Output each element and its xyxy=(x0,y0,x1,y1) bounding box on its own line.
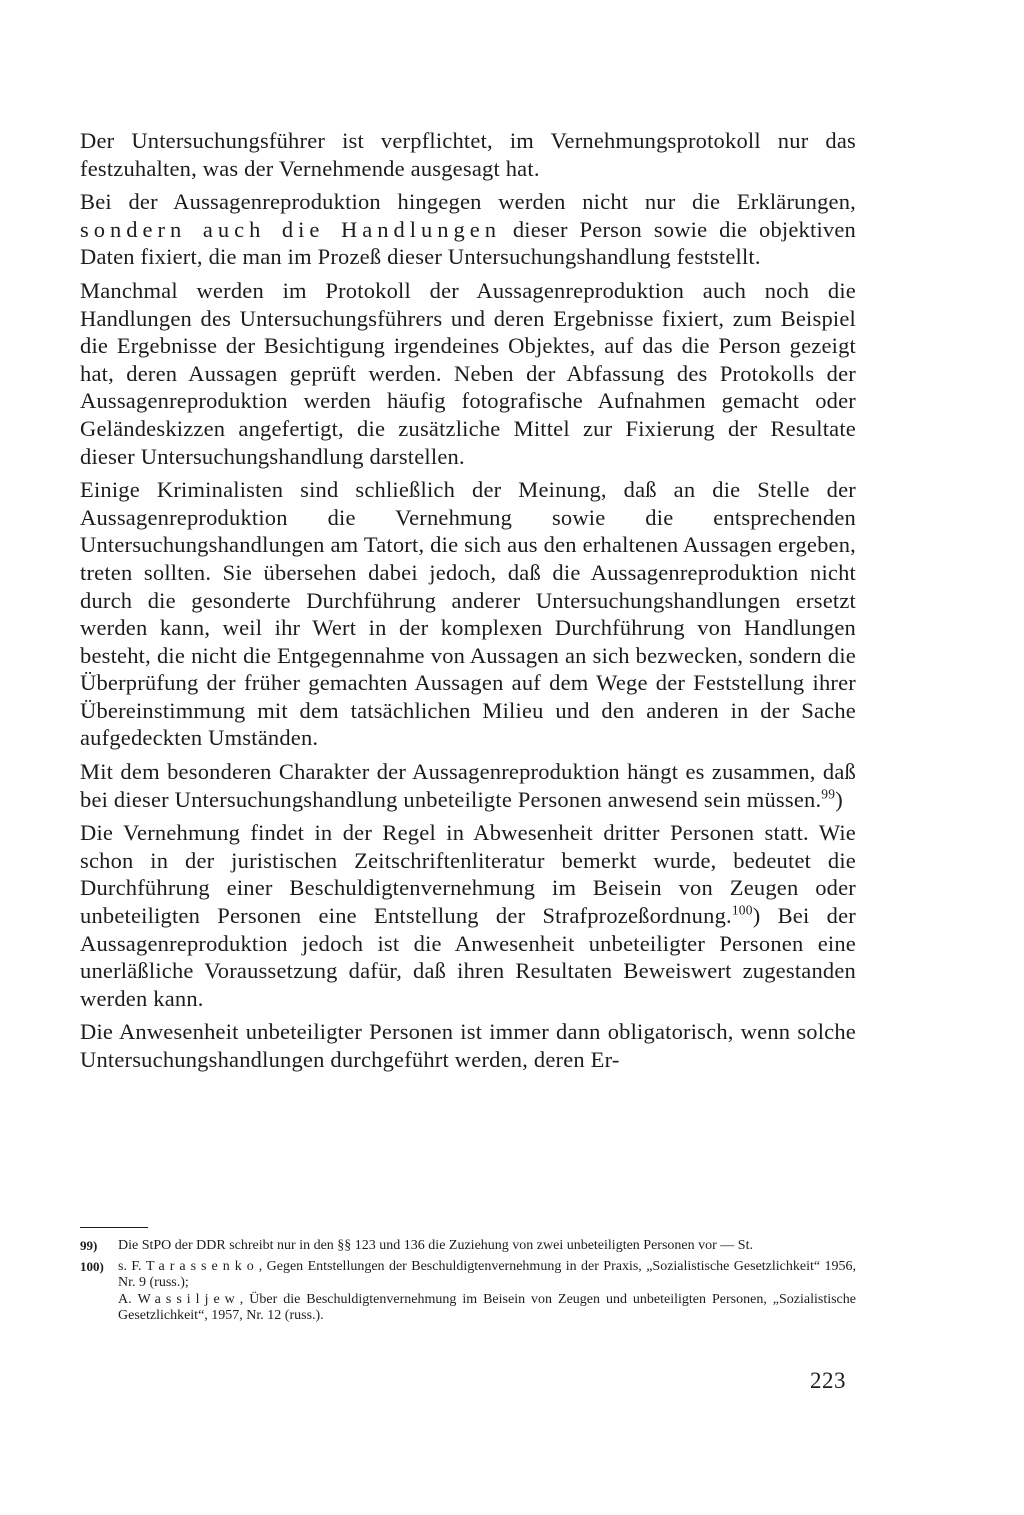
text-segment: Einige Kriminalisten sind schließlich der Meinung, daß an die Stelle der Aussagenreproduktion die Vernehmung sowie die entsprechenden Untersuchungshandlungen am Tatort, die sich aus den erhaltenen Aussagen ergeben, treten sollten. Sie übersehen dabei jedoch, daß die Aussagenreproduktion nicht durch die gesonderte Durchführung anderer Untersuchungshandlungen ersetzt werden kann, weil ihr Wert in der komplexen Durchführung von Handlungen besteht, die nicht die Entgegennahme von Aussagen an sich bezwecken, sondern die Überprüfung der früher gemachten Aussagen auf dem Wege der Feststellung ihrer Übereinstimmung mit dem tatsächlichen Milieu und den anderen in der Sache aufgedeckten Umständen. xyxy=(80,477,856,751)
text-segment: ) Bei der Aussagenreproduktion jedoch ist die Anwesenheit unbeteiligter Personen eine unerläßliche Voraussetzung dafür, daß ihren Resultaten Beweiswert zugestanden werden kann. xyxy=(80,903,856,1011)
footnote xyxy=(80,1259,856,1324)
paragraph xyxy=(80,476,856,752)
footnote-separator xyxy=(80,1227,148,1228)
text-segment: ) xyxy=(835,786,843,812)
text-segment: Die StPO der DDR schreibt nur in den §§ 123 und 136 die Zuziehung von zwei unbeteiligten Personen vor — St. xyxy=(118,1238,753,1253)
text-segment: Der Untersuchungsführer ist verpflichtet, im Vernehmungsprotokoll nur das festzuhalten, was der Vernehmende ausgesagt hat. xyxy=(80,128,856,181)
emphasized-text: sondern auch die Handlungen xyxy=(80,216,502,242)
text-segment: , Über die Beschuldigtenvernehmung im Beisein von Zeugen und unbeteiligten Personen, „Sozialistische Gesetzlichkeit“, 1957, Nr. 12 (russ.). xyxy=(118,1291,856,1323)
footnote-reference: 100 xyxy=(731,902,753,918)
paragraph xyxy=(80,188,856,271)
paragraph xyxy=(80,277,856,470)
paragraph xyxy=(80,1018,856,1073)
footnote-line xyxy=(118,1238,856,1254)
text-segment: A. xyxy=(118,1291,138,1307)
footnotes xyxy=(80,1238,856,1329)
text-segment: s. F. xyxy=(118,1259,146,1275)
footnote-line xyxy=(118,1292,856,1324)
text-segment: dieser Person sowie die objektiven Daten fixiert, die man im Prozeß dieser Untersuchungshandlung feststellt. xyxy=(80,216,857,270)
body-text xyxy=(80,127,856,1080)
text-segment: Die Vernehmung findet in der Regel in Abwesenheit dritter Personen statt. Wie schon in der juristischen Zeitschriftenliteratur bemerkt wurde, bedeutet die Durchführung einer Beschuldigtenvernehmung im Beisein von Zeugen oder unbeteiligten Personen eine Entstellung der Strafprozeßordnung. xyxy=(80,820,856,929)
emphasized-text: Tarassenko xyxy=(145,1259,259,1275)
footnote xyxy=(80,1238,856,1254)
text-segment: , Gegen Entstellungen der Beschuldigtenvernehmung in der Praxis, „Sozialistische Gesetzlichkeit“ 1956, Nr. 9 (russ.); xyxy=(118,1259,857,1291)
footnote-text xyxy=(118,1259,856,1324)
emphasized-text: Wassiljew xyxy=(137,1291,240,1307)
text-segment: Manchmal werden im Protokoll der Aussagenreproduktion auch noch die Handlungen des Untersuchungsführers und deren Ergebnisse fixiert, zum Beispiel die Ergebnisse der Besichtigung irgendeines Objektes, auf das die Person gezeigt hat, deren Aussagen geprüft werden. Neben der Abfassung des Protokolls der Aussagenreproduktion werden häufig fotografische Aufnahmen gemacht oder Geländeskizzen angefertigt, die zusätzliche Mittel zur Fixierung der Resultate dieser Untersuchungshandlung darstellen. xyxy=(80,277,856,469)
text-segment: Bei der Aussagenreproduktion hingegen werden nicht nur die Erklärungen, xyxy=(80,189,856,215)
footnote-reference: 99 xyxy=(821,786,836,802)
footnote-line xyxy=(118,1259,856,1291)
page-number: 223 xyxy=(810,1368,846,1393)
paragraph xyxy=(80,758,856,813)
footnote-text xyxy=(118,1238,856,1254)
footnote-number: 99) xyxy=(80,1238,98,1253)
paragraph xyxy=(80,127,856,182)
text-segment: Die Anwesenheit unbeteiligter Personen ist immer dann obligatorisch, wenn solche Untersuchungshandlungen durchgeführt werden, deren Er- xyxy=(80,1019,856,1072)
paragraph xyxy=(80,819,856,1012)
text-segment: Mit dem besonderen Charakter der Aussagenreproduktion hängt es zusammen, daß bei dieser Untersuchungshandlung unbeteiligte Personen anwesend sein müssen. xyxy=(80,759,856,812)
footnote-number: 100) xyxy=(80,1259,104,1275)
